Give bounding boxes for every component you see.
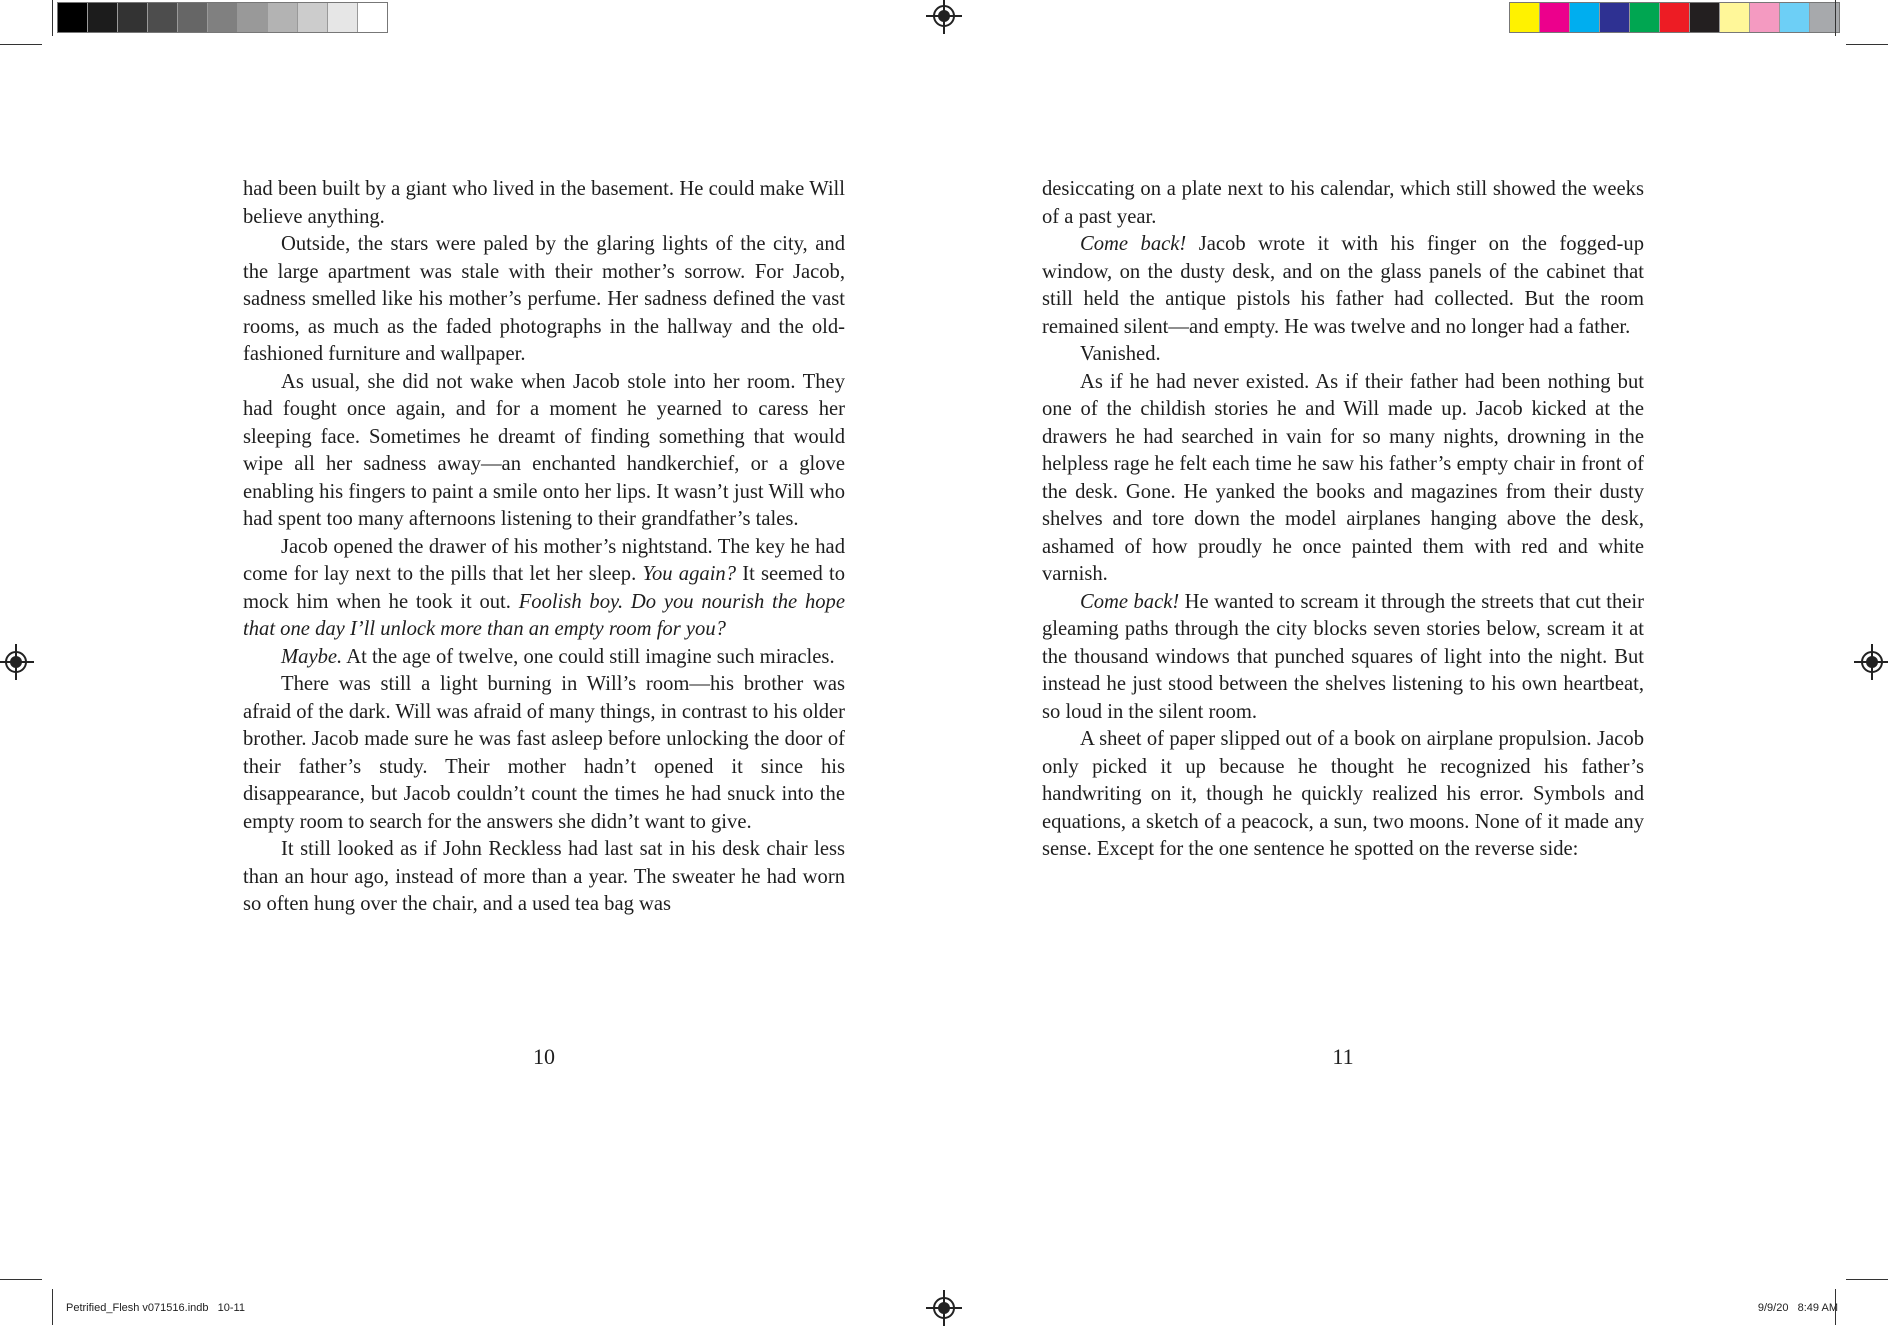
grayscale-swatch: [268, 3, 297, 32]
left-page-text: [243, 176, 845, 919]
process-color-swatch: [1780, 3, 1809, 32]
italic-text: Come back!: [1080, 233, 1187, 255]
text-run: Jacob opened the drawer of his mother’s nightstand. The key he had come for lay next to the pills that let her sleep.: [243, 535, 845, 585]
process-color-swatch: [1720, 3, 1749, 32]
text-run: At the age of twelve, one could still imagine such miracles.: [342, 645, 835, 668]
text-run: As usual, she did not wake when Jacob stole into her room. They had fought once again, and for a moment he yearned to caress her sleeping face. Sometimes he dreamt of finding something that would wipe all her sadness away—an enchanted handkerchief, or a glove enabling his fingers to paint a smile onto her lips. It wasn’t just Will who had spent too many afternoons listening to their grandfather’s tales.: [243, 370, 845, 530]
paragraph: [243, 534, 845, 644]
paragraph: [1042, 176, 1644, 231]
process-color-swatch: [1660, 3, 1689, 32]
text-run: It seemed to mock him when he took it out.: [243, 563, 846, 613]
text-run: He wanted to scream it through the streets that cut their gleaming paths through the city blocks seven stories below, scream it at the thousand windows that punched squares of light into the night. But instead he just stood between the shelves listening to his own heartbeat, so loud in the silent room.: [1042, 590, 1644, 723]
italic-text: Come back!: [1080, 590, 1180, 613]
registration-mark-icon: [933, 5, 955, 27]
registration-mark-icon: [5, 651, 27, 673]
text-run: Vanished.: [1080, 343, 1161, 365]
grayscale-swatch: [208, 3, 237, 32]
text-run: desiccating on a plate next to his calendar, which still showed the weeks of a past year.: [1042, 178, 1644, 228]
paragraph: [1042, 341, 1644, 369]
text-run: had been built by a giant who lived in the basement. He could make Will believe anything.: [243, 178, 845, 228]
paragraph: [243, 231, 845, 369]
grayscale-swatch: [88, 3, 117, 32]
paragraph: [243, 836, 845, 919]
crop-mark-top-left-v: [52, 0, 53, 36]
paragraph: [243, 176, 845, 231]
grayscale-color-bar: [57, 2, 388, 33]
process-color-swatch: [1570, 3, 1599, 32]
crop-mark-top-left-h: [0, 44, 42, 45]
process-color-swatch: [1690, 3, 1719, 32]
text-run: There was still a light burning in Will’s room—his brother was afraid of the dark. Will was afraid of many things, in contrast to his older brother. Jacob made sure he was fast asleep before unlocking the door of their father’s study. Their mother hadn’t opened it since his disappearance, but Jacob couldn’t count the times he had snuck into the empty room to search for the answers she didn’t want to give.: [243, 673, 845, 833]
registration-mark-icon: [1861, 651, 1883, 673]
italic-text: Maybe.: [281, 645, 343, 668]
crop-mark-top-right-h: [1846, 44, 1888, 45]
text-run: Outside, the stars were paled by the glaring lights of the city, and the large apartment was stale with their mother’s sorrow. For Jacob, sadness smelled like his mother’s perfume. Her sadness defined the vast rooms, as much as the faded photographs in the hallway and the old-fashioned furniture and wallpaper.: [243, 233, 845, 365]
grayscale-swatch: [148, 3, 177, 32]
process-color-swatch: [1540, 3, 1569, 32]
crop-mark-bottom-right-h: [1846, 1279, 1888, 1280]
paragraph: [243, 369, 845, 534]
slug-file-info: Petrified_Flesh v071516.indb 10-11: [66, 1302, 245, 1314]
grayscale-swatch: [178, 3, 207, 32]
grayscale-swatch: [118, 3, 147, 32]
paragraph: [243, 671, 845, 836]
italic-text: You again?: [642, 563, 737, 585]
paragraph: [1042, 589, 1644, 727]
slug-timestamp: 9/9/20 8:49 AM: [1757, 1302, 1838, 1314]
text-run: It still looked as if John Reckless had last sat in his desk chair less than an hour ago, instead of more than a year. The sweater he had worn so often hung over the chair, and a used tea bag was: [243, 838, 845, 915]
italic-text: Foolish boy. Do you nourish the hope that one day I’ll unlock more than an empty room for you?: [243, 590, 845, 640]
process-color-swatch: [1510, 3, 1539, 32]
paragraph: [1042, 231, 1644, 341]
text-run: As if he had never existed. As if their father had been nothing but one of the childish stories he and Will made up. Jacob kicked at the drawers he had searched in vain for so many nights, drowning in the helpless rage he felt each time he saw his father’s empty chair in front of the desk. Gone. He yanked the books and magazines from their dusty shelves and tore down the model airplanes hanging above the desk, ashamed of how proudly he once painted them with red and white varnish.: [1042, 370, 1644, 585]
process-color-swatch: [1630, 3, 1659, 32]
page-number-right: 11: [1332, 1044, 1354, 1069]
crop-mark-bottom-left-h: [0, 1279, 42, 1280]
paragraph: [1042, 726, 1644, 864]
grayscale-swatch: [238, 3, 267, 32]
crop-mark-bottom-left-v: [52, 1289, 53, 1325]
grayscale-swatch: [358, 3, 387, 32]
grayscale-swatch: [328, 3, 357, 32]
text-run: Jacob wrote it with his finger on the fogged-up window, on the dusty desk, and on the glass panels of the cabinet that still held the antique pistols his father had collected. But the room remained silent—and empty. He was twelve and no longer had a father.: [1042, 233, 1644, 338]
grayscale-swatch: [298, 3, 327, 32]
process-color-swatch: [1600, 3, 1629, 32]
text-run: A sheet of paper slipped out of a book on airplane propulsion. Jacob only picked it up because he thought he recognized his father’s handwriting on it, though he quickly realized his error. Symbols and equations, a sketch of a peacock, a sun, two moons. None of it made any sense. Except for the one sentence he spotted on the reverse side:: [1042, 728, 1644, 860]
paragraph: [1042, 369, 1644, 589]
crop-mark-top-right-v: [1835, 0, 1836, 36]
process-color-swatch: [1750, 3, 1779, 32]
process-color-bar: [1509, 2, 1840, 33]
page-number-left: 10: [533, 1044, 555, 1069]
paragraph: [243, 644, 845, 672]
registration-mark-icon: [933, 1297, 955, 1319]
grayscale-swatch: [58, 3, 87, 32]
right-page-text: [1042, 176, 1644, 864]
